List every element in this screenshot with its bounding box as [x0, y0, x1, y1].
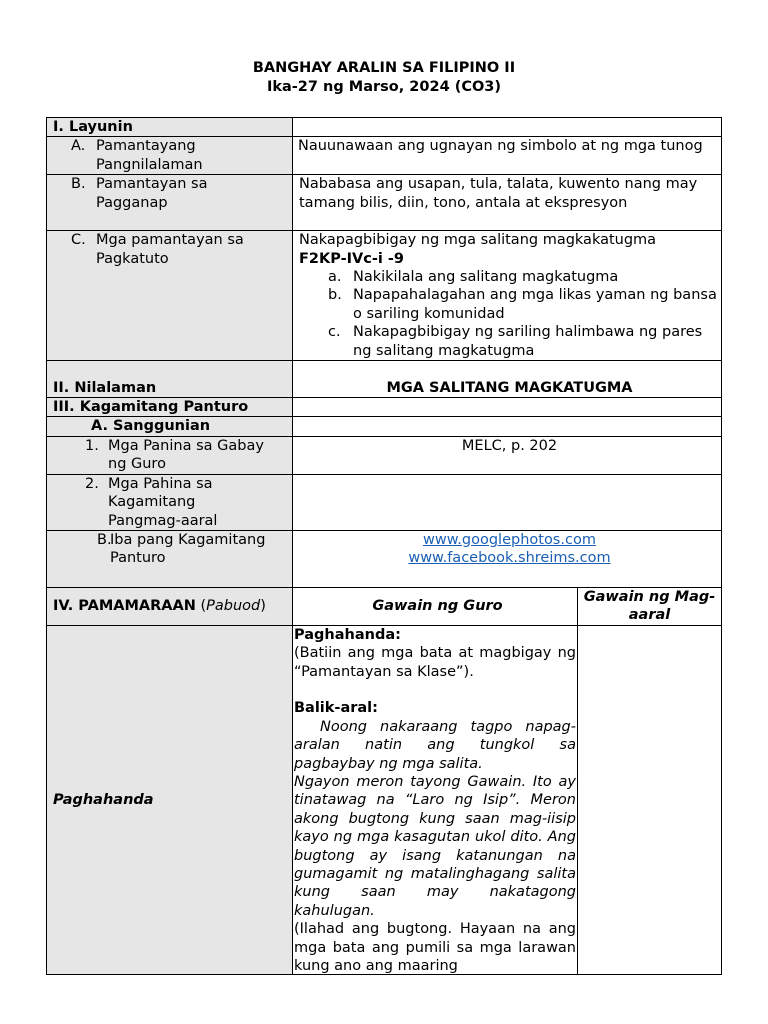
row-kagamitang-panturo [47, 398, 722, 417]
balik-aral-title: Balik-aral: [294, 700, 378, 717]
label-pamantayan-sa-pagkatuto: Mga pamantayan sa Pagkatuto [96, 232, 244, 267]
label-pamantayan-sa-pagganap: Pamantayan sa Pagganap [96, 176, 208, 211]
balik-aral-text-1: Noong nakaraang tagpo napag-aralan natin ang tungkol sa pagbaybay ng mga salita. [294, 718, 581, 772]
row-pamantayan-sa-pagkatuto [47, 231, 722, 361]
value-pamantayan-sa-pagganap: Nababasa ang usapan, tula, talata, kuwento nang may tamang bilis, diin, tono, antala at ekspresyon [293, 175, 722, 231]
list-item: b. Napapahalagahan ang mga likas yaman ng bansa o sariling komunidad [328, 287, 717, 322]
row-iba-pang-kagamitan [47, 530, 722, 587]
document-subtitle: Ika-27 ng Marso, 2024 (CO3) [266, 79, 502, 95]
nilalaman-value: MGA SALITANG MAGKATUGMA [293, 361, 722, 398]
list-item: a. Nakikilala ang salitang magkatugma [328, 269, 619, 286]
balik-aral-text-2: Ngayon meron tayong Gawain. Ito ay tinatawag na “Laro ng Isip”. Meron akong bugtong kung saan mag-iisip kayo ng mga kasagutan ukol dito. Ang bugtong ay isang katanungan na gumagamit ng matalinghagang salita kung saan may nakatagong kahulugan. [294, 773, 576, 919]
document-title: BANGHAY ARALIN SA FILIPINO II [252, 60, 516, 76]
row-pamamaraan-header [47, 587, 722, 625]
value-pamantayang-pangnilalaman: Nauunawaan ang ugnayan ng simbolo at ng mga tunog [293, 137, 722, 175]
label-iba-pang-kagamitan: Iba pang Kagamitang Panturo [110, 531, 266, 567]
row-layunin [47, 118, 722, 137]
marker-b2: B. [97, 531, 112, 548]
value-pamantayan-sa-pagkatuto: Nakapagbibigay ng mga salitang magkakatugma F2KP-IVc-i -9 a. Nakikilala ang salitang magkatugma b. Napapahalagahan ang mga likas yaman ng bansa o sariling komunidad c. Nakapagbibigay ng sariling halimbawa ng pares ng salitang magkatugma [293, 231, 722, 361]
paghahanda-title: Paghahanda: [294, 626, 401, 643]
row-gabay-ng-guro [47, 436, 722, 474]
label-gabay-ng-guro: Mga Panina sa Gabay ng Guro [108, 437, 264, 473]
label-sanggunian: A. Sanggunian [47, 417, 293, 436]
lesson-plan-table [46, 117, 722, 975]
label-kagamitang-pangmag-aaral: Mga Pahina sa Kagamitang Pangmag-aaral [108, 475, 218, 529]
marker-a: A. [71, 138, 86, 155]
ilahad-text: (Ilahad ang bugtong. Hayaan na ang mga bata ang pumili sa mga larawan kung ano ang maaring [294, 921, 576, 975]
gawain-ng-guro-paghahanda [293, 625, 581, 975]
competency-code: F2KP-IVc-i -9 [299, 250, 404, 267]
objectives-list [299, 268, 720, 360]
row-sanggunian [47, 417, 722, 436]
link-facebook[interactable]: www.facebook.shreims.com [408, 550, 611, 567]
label-pamantayang-pangnilalaman: Pamantayang Pangnilalaman [96, 138, 203, 173]
marker-b: B. [71, 176, 86, 193]
list-item: c. Nakapagbibigay ng sariling halimbawa ng pares ng salitang magkatugma [328, 324, 703, 359]
col-header-gawain-ng-guro: Gawain ng Guro [293, 587, 578, 625]
row-kagamitang-pangmag-aaral [47, 474, 722, 530]
col-header-gawain-ng-mag-aaral: Gawain ng Mag-aaral [578, 587, 722, 625]
section-kagamitang-panturo: III. Kagamitang Panturo [47, 398, 293, 417]
marker-1: 1. [85, 437, 99, 454]
marker-c: C. [71, 232, 86, 249]
value-gabay-ng-guro: MELC, p. 202 [293, 436, 722, 474]
link-googlephotos[interactable]: www.googlephotos.com [423, 531, 596, 548]
section-nilalaman: II. Nilalaman [47, 361, 293, 398]
row-pamantayan-sa-pagganap [47, 175, 722, 231]
gawain-ng-mag-aaral-paghahanda [578, 625, 722, 974]
marker-2: 2. [85, 475, 99, 492]
section-layunin: I. Layunin [47, 118, 293, 137]
row-paghahanda [47, 625, 722, 974]
paghahanda-text: (Batiin ang mga bata at magbigay ng “Pamantayan sa Klase”). [294, 645, 576, 680]
value-iba-pang-kagamitan [293, 530, 722, 587]
label-paghahanda: Paghahanda [47, 625, 293, 974]
section-pamamaraan: IV. PAMAMARAAN (Pabuod) [47, 587, 293, 625]
row-pamantayang-pangnilalaman [47, 137, 722, 175]
value-kagamitang-pangmag-aaral [293, 474, 722, 530]
row-nilalaman [47, 361, 722, 398]
